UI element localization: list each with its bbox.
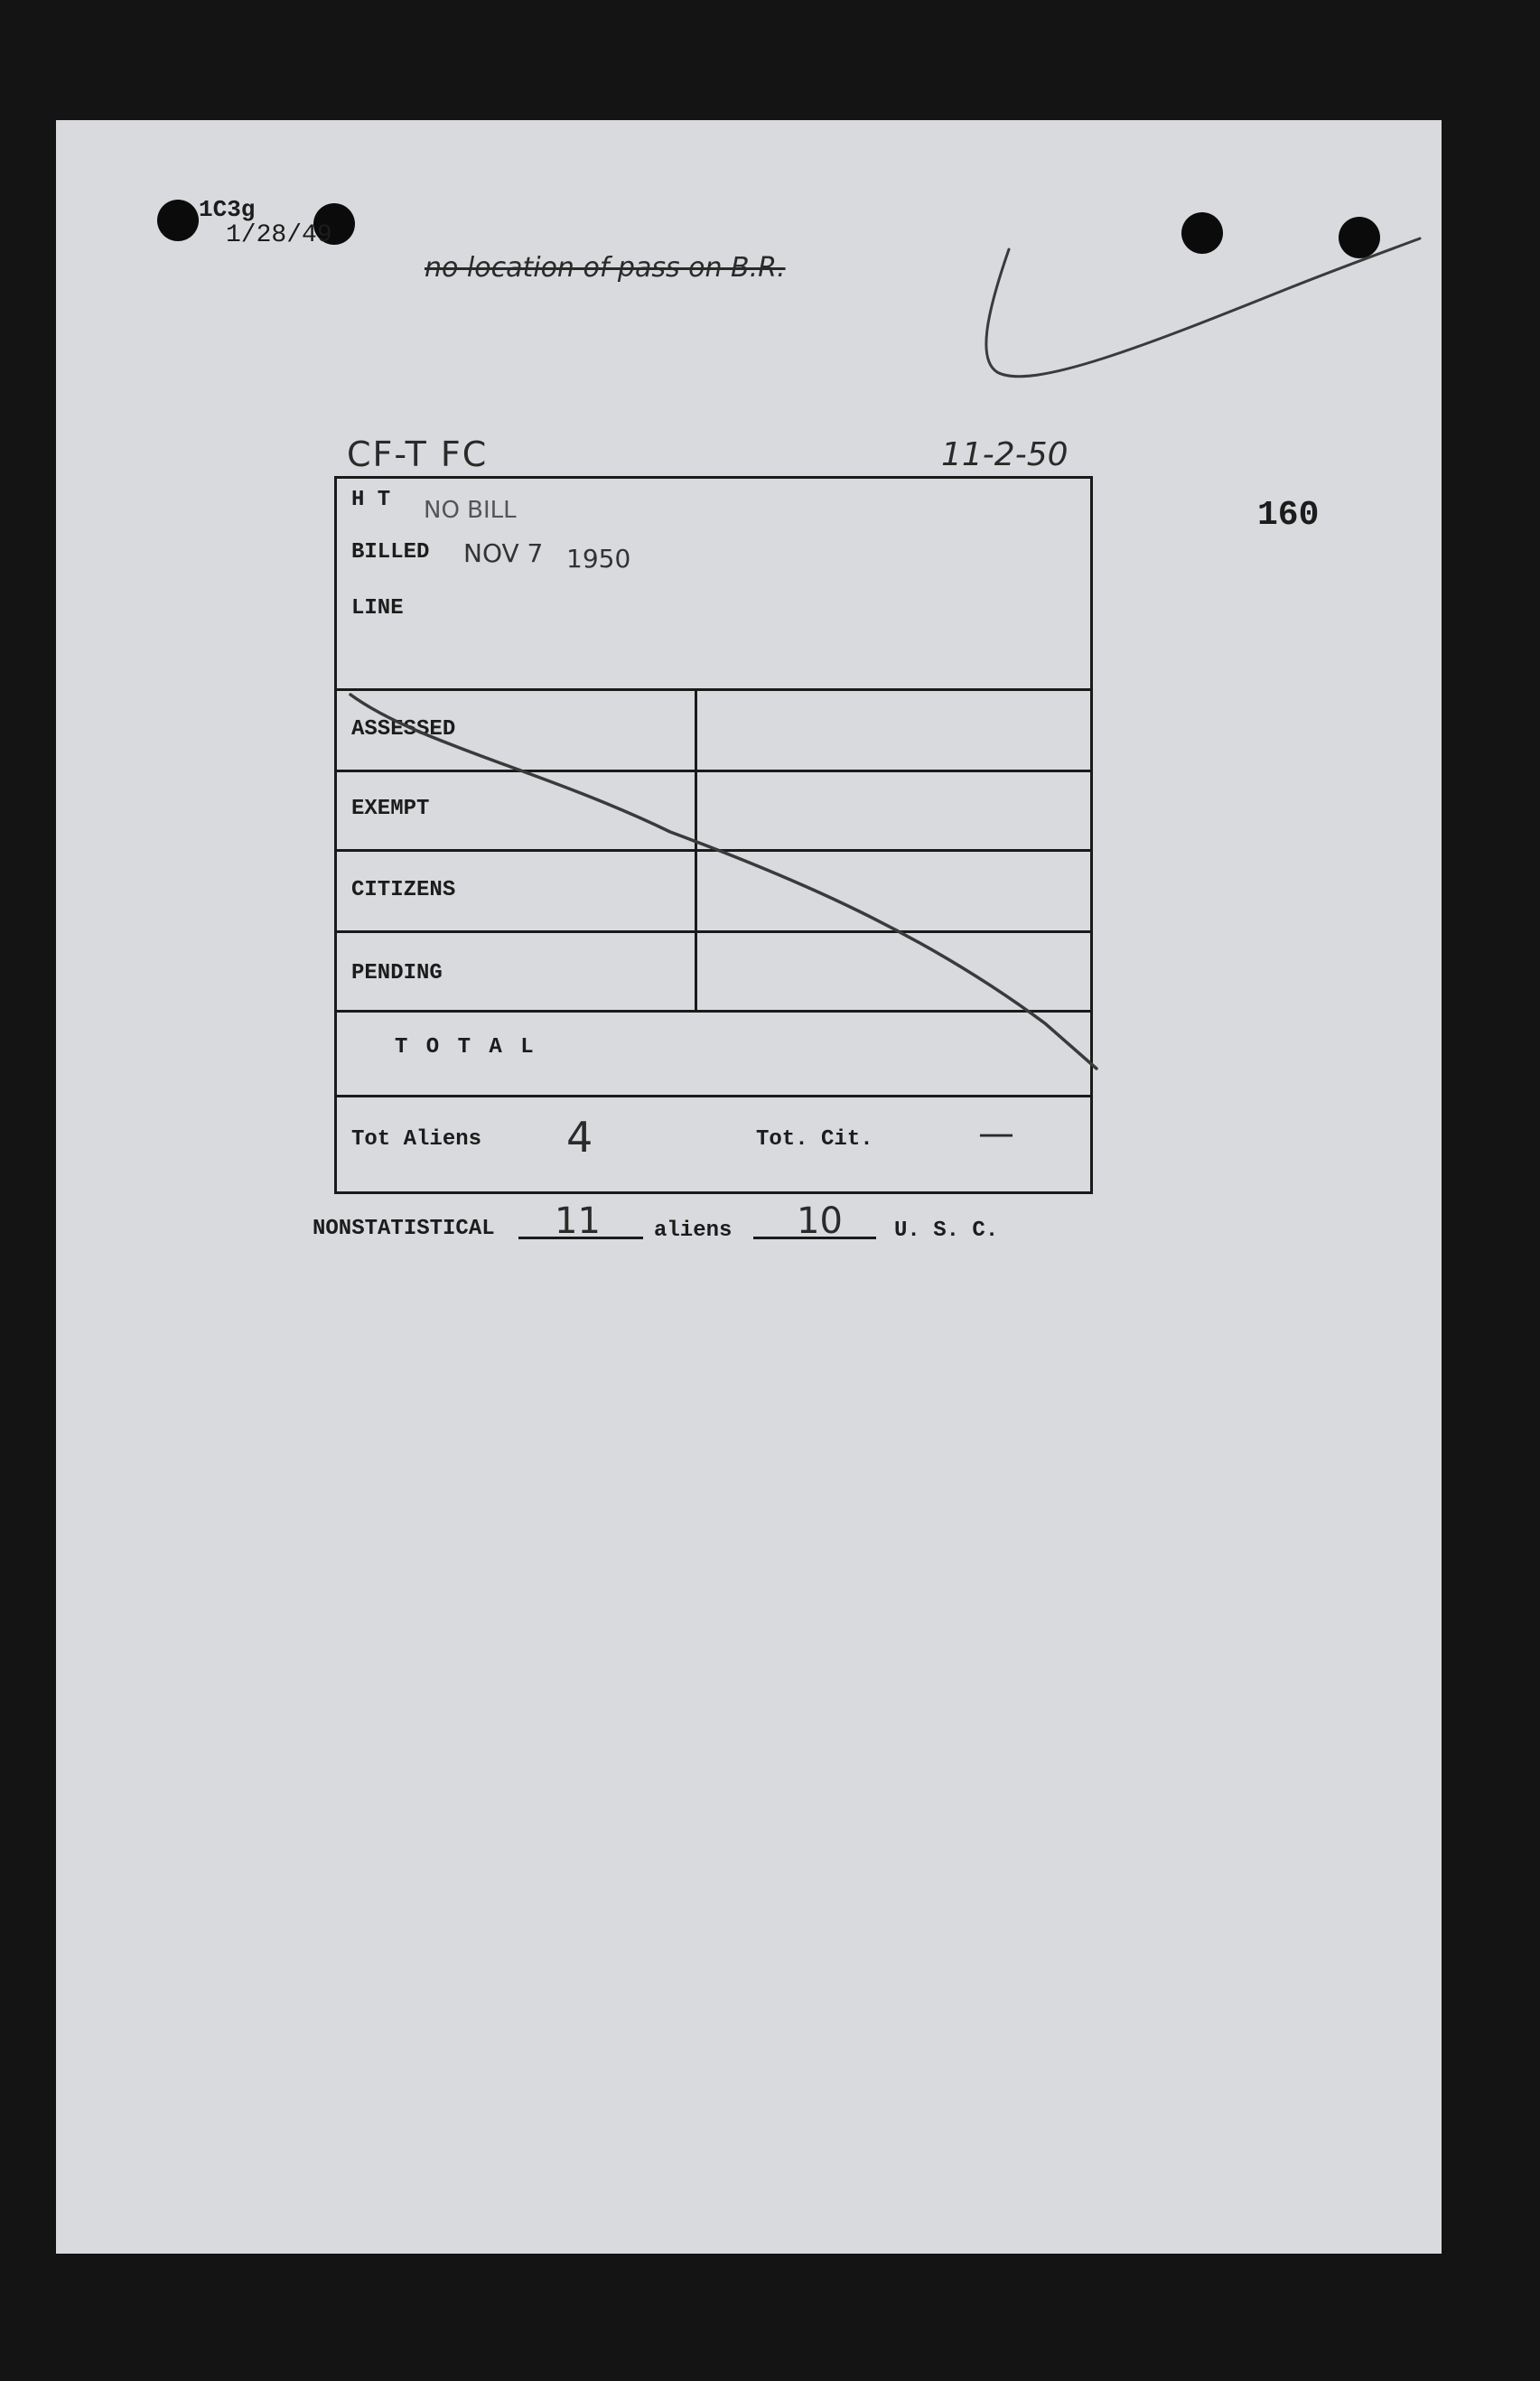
row-label-exempt: EXEMPT bbox=[351, 797, 430, 821]
billed-label: BILLED bbox=[351, 540, 430, 565]
page-number: 160 bbox=[1257, 496, 1320, 535]
tot-cit-value: — bbox=[978, 1113, 1014, 1154]
tot-cit-label: Tot. Cit. bbox=[756, 1127, 873, 1152]
pen-marks bbox=[56, 120, 1442, 2254]
tot-aliens-value: 4 bbox=[566, 1113, 593, 1162]
line-label: LINE bbox=[351, 596, 404, 621]
usc-label: U. S. C. bbox=[894, 1219, 999, 1243]
usc-value: 10 bbox=[797, 1200, 843, 1242]
total-label: T O T A L bbox=[395, 1035, 537, 1060]
nonstatistical-label: NONSTATISTICAL bbox=[313, 1217, 495, 1241]
tot-aliens-label: Tot Aliens bbox=[351, 1127, 482, 1152]
ht-label: H T bbox=[351, 488, 391, 512]
revision-date: 1/28/49 bbox=[226, 221, 332, 249]
check-mark-stroke bbox=[986, 238, 1420, 377]
aliens-label: aliens bbox=[654, 1219, 733, 1243]
row-label-citizens: CITIZENS bbox=[351, 878, 456, 902]
row-label-pending: PENDING bbox=[351, 961, 443, 985]
document-page bbox=[56, 120, 1442, 2254]
handwritten-date: 11-2-50 bbox=[941, 436, 1069, 473]
nonstatistical-value: 11 bbox=[555, 1200, 601, 1242]
row-label-assessed: ASSESSED bbox=[351, 717, 456, 742]
form-code: 1C3g bbox=[199, 196, 256, 223]
diagonal-cross-out-stroke bbox=[350, 695, 1097, 1069]
no-bill-stamp: NO BILL bbox=[424, 497, 517, 524]
struck-handwritten-note: no location of pass on B.R. bbox=[425, 252, 786, 284]
handwritten-code: CF-T FC bbox=[347, 434, 489, 474]
billed-year-stamp: 1950 bbox=[566, 544, 631, 574]
billed-date-stamp: NOV 7 bbox=[463, 538, 544, 568]
